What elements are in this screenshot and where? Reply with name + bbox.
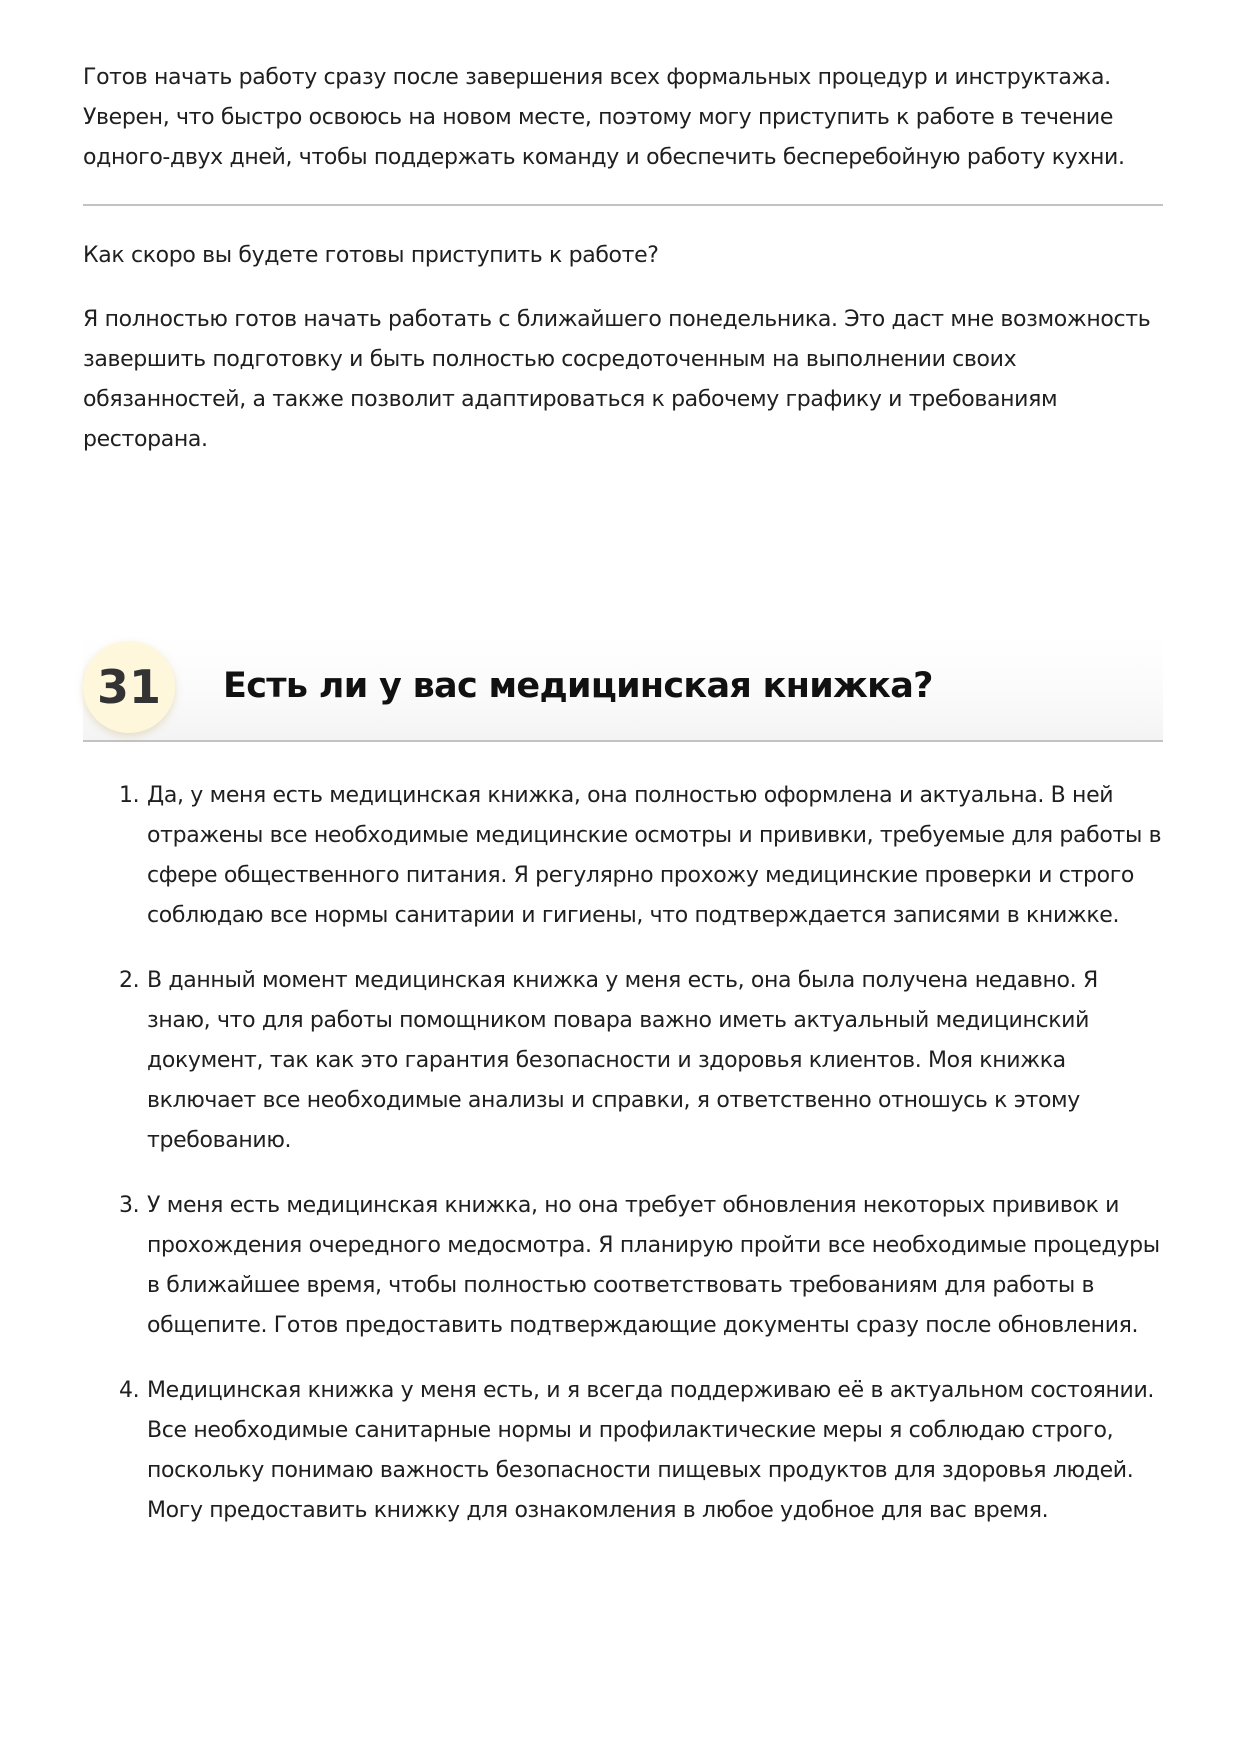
answer-paragraph: Я полностью готов начать работать с ближайшего понедельника. Это даст мне возможность завершить подготовку и быть полностью сосредоточенным на выполнении своих обязанностей, а также позволит адаптироваться к рабочему графику и требованиям ресторана. <box>83 307 1151 452</box>
list-number: 4. <box>119 1378 140 1403</box>
section-title: Есть ли у вас медицинская книжка? <box>223 666 933 706</box>
answer-list <box>83 776 1163 1556</box>
intro-paragraph: Готов начать работу сразу после завершения всех формальных процедур и инструктажа. Уверен, что быстро освоюсь на новом месте, поэтому могу приступить к работе в течение одного-двух дней, чтобы поддержать команду и обеспечить бесперебойную работу кухни. <box>83 65 1125 170</box>
answer-text: Медицинская книжка у меня есть, и я всегда поддерживаю её в актуальном состоянии. Все необходимые санитарные нормы и профилактические меры я соблюдаю строго, поскольку понимаю важность безопасности пищевых продуктов для здоровья людей. Могу предоставить книжку для ознакомления в любое удобное для вас время. <box>147 1378 1155 1523</box>
document-page <box>83 58 1163 1523</box>
answer-text: В данный момент медицинская книжка у меня есть, она была получена недавно. Я знаю, что для работы помощником повара важно иметь актуальный медицинский документ, так как это гарантия безопасности и здоровья клиентов. Моя книжка включает все необходимые анализы и справки, я ответственно отношусь к этому требованию. <box>147 968 1098 1153</box>
answer-list-item <box>83 776 1163 936</box>
list-number: 2. <box>119 968 140 993</box>
answer-text: Да, у меня есть медицинская книжка, она полностью оформлена и актуальна. В ней отражены все необходимые медицинские осмотры и прививки, требуемые для работы в сфере общественного питания. Я регулярно прохожу медицинские проверки и строго соблюдаю все нормы санитарии и гигиены, что подтверждается записями в книжке. <box>147 783 1162 928</box>
section-header <box>83 636 1163 742</box>
list-number: 1. <box>119 783 140 808</box>
section-number-badge: 31 <box>83 641 175 733</box>
answer-list-item <box>83 1371 1163 1531</box>
answer-list-item <box>83 961 1163 1161</box>
list-number: 3. <box>119 1193 140 1218</box>
section-divider <box>83 204 1163 206</box>
question-text: Как скоро вы будете готовы приступить к работе? <box>83 243 659 268</box>
answer-list-item <box>83 1186 1163 1346</box>
answer-text: У меня есть медицинская книжка, но она требует обновления некоторых прививок и прохождения очередного медосмотра. Я планирую пройти все необходимые процедуры в ближайшее время, чтобы полностью соответствовать требованиям для работы в общепите. Готов предоставить подтверждающие документы сразу после обновления. <box>147 1193 1160 1338</box>
